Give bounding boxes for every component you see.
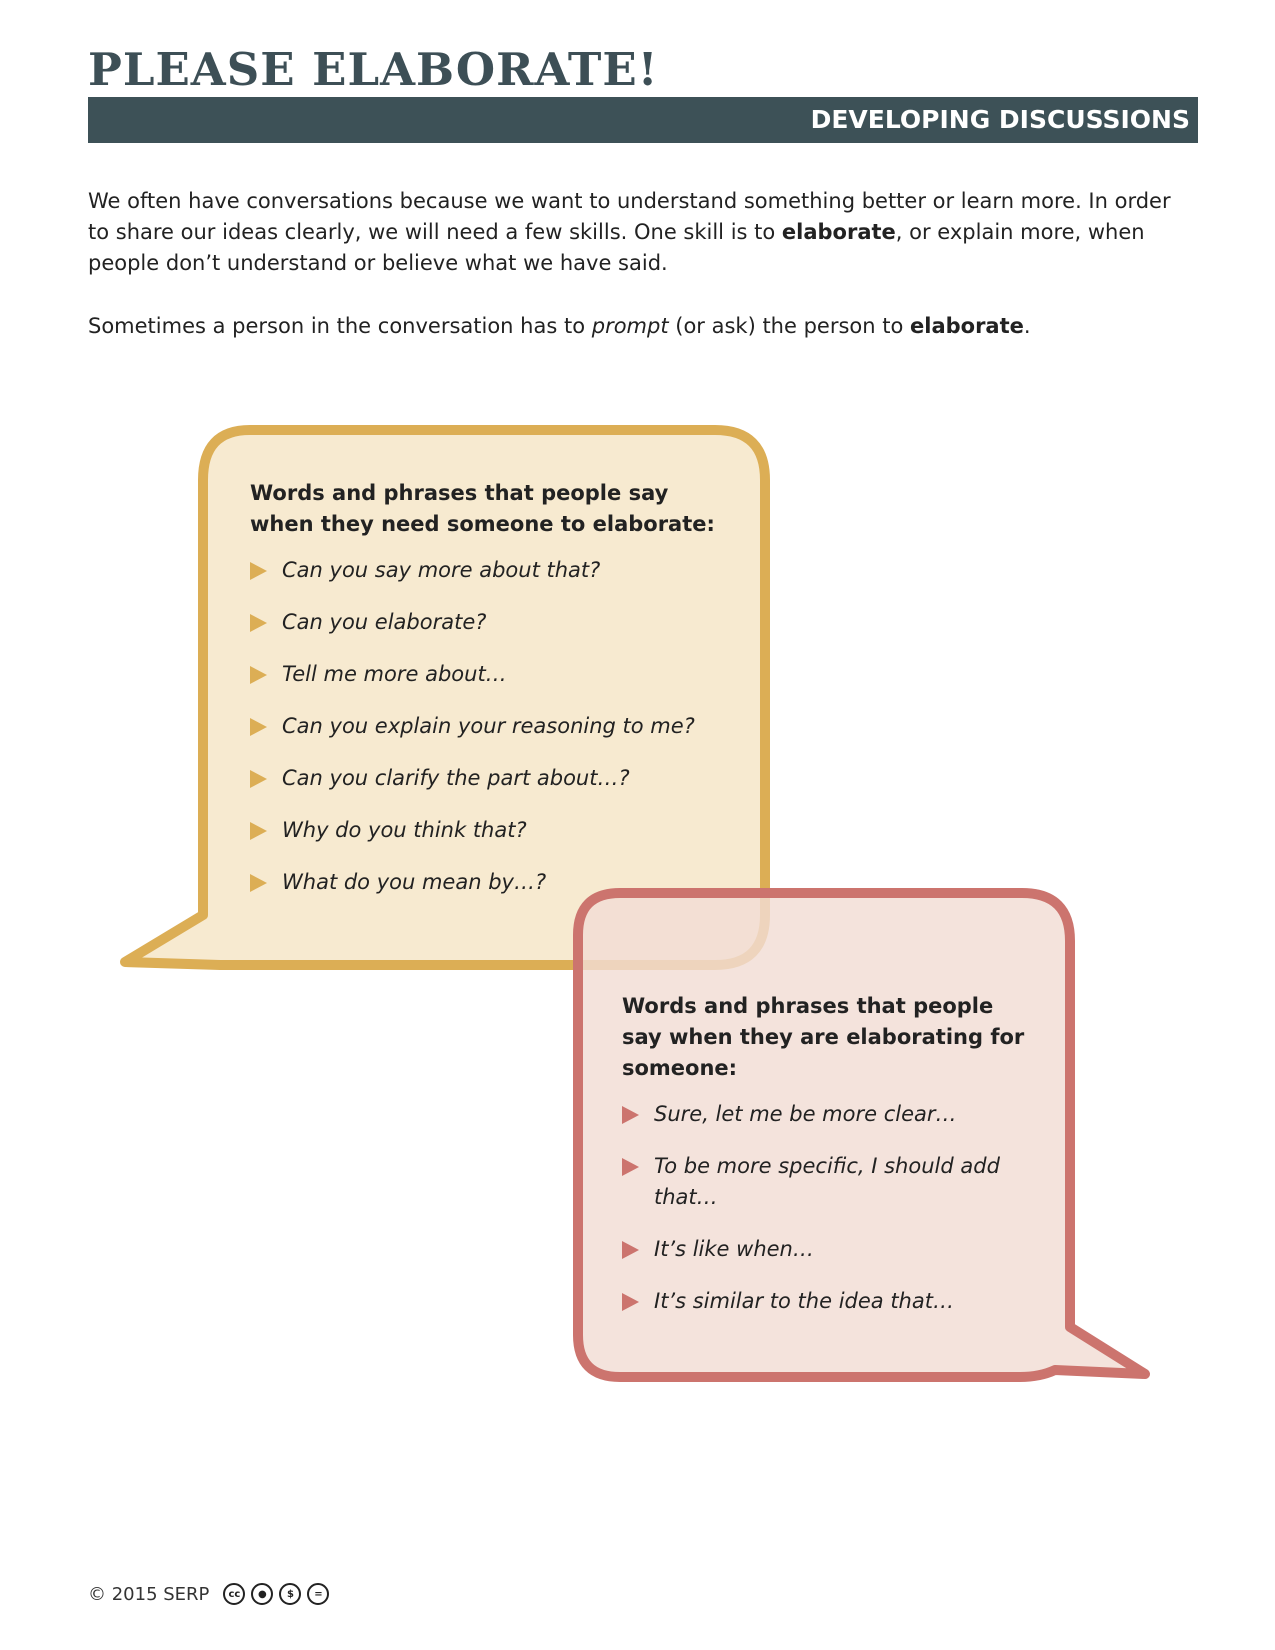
list-item	[622, 1234, 1032, 1265]
heading-line: someone:	[622, 1056, 738, 1080]
list-item	[622, 1099, 1032, 1130]
prompt-text-mid: (or ask) the person to	[668, 314, 910, 338]
noderivatives-icon: =	[307, 1583, 329, 1605]
list-item	[250, 659, 730, 690]
triangle-bullet-icon	[250, 666, 267, 684]
phrase-text: Can you explain your reasoning to me?	[282, 714, 695, 738]
triangle-bullet-icon	[250, 718, 267, 736]
triangle-bullet-icon	[622, 1106, 639, 1124]
intro-emphasis: elaborate	[781, 220, 896, 244]
page-title: PLEASE ELABORATE!	[88, 43, 659, 96]
triangle-bullet-icon	[250, 614, 267, 632]
intro-text-end: , or explain more, when people don’t understand or believe what we have said.	[88, 220, 1145, 275]
triangle-bullet-icon	[250, 874, 267, 892]
cc-icon: cc	[223, 1583, 245, 1605]
triangle-bullet-icon	[622, 1158, 639, 1176]
heading-line: when they need someone to elaborate:	[250, 512, 715, 536]
noncommercial-icon: $	[279, 1583, 301, 1605]
phrase-text: Can you say more about that?	[282, 558, 601, 582]
list-item	[250, 711, 730, 742]
triangle-bullet-icon	[622, 1241, 639, 1259]
list-item	[250, 607, 730, 638]
prompt-bubble-heading	[250, 478, 730, 540]
prompt-text-end: .	[1023, 314, 1031, 338]
triangle-bullet-icon	[622, 1293, 639, 1311]
triangle-bullet-icon	[250, 770, 267, 788]
elaborate-bubble-heading	[622, 991, 1032, 1084]
phrase-text: Why do you think that?	[282, 818, 527, 842]
list-item	[622, 1151, 1032, 1213]
elaborate-phrase-list	[622, 1099, 1032, 1317]
prompt-italic: prompt	[591, 314, 669, 338]
phrase-text: Can you clarify the part about…?	[282, 766, 630, 790]
prompt-text: Sometimes a person in the conversation has to	[88, 314, 592, 338]
list-item	[250, 763, 730, 794]
heading-line: Words and phrases that people	[622, 994, 994, 1018]
prompt-bubble-content	[250, 478, 730, 919]
intro-text: We often have conversations because we want to understand something better or learn more. In order to share our ideas clearly, we will need a few skills. One skill is to	[88, 189, 1171, 244]
list-item	[250, 555, 730, 586]
triangle-bullet-icon	[250, 562, 267, 580]
list-item	[250, 815, 730, 846]
phrase-text: It’s like when…	[654, 1237, 814, 1261]
list-item	[622, 1286, 1032, 1317]
phrase-text: To be more specific, I should add that…	[654, 1154, 1000, 1209]
copyright-text: © 2015 SERP	[88, 1583, 210, 1605]
license-badges	[223, 1583, 329, 1605]
phrase-text: Can you elaborate?	[282, 610, 487, 634]
phrase-text: It’s similar to the idea that…	[654, 1289, 954, 1313]
page-footer	[88, 1583, 329, 1605]
banner-label: DEVELOPING DISCUSSIONS	[810, 105, 1190, 134]
by-attribution-icon: ●	[251, 1583, 273, 1605]
prompt-emphasis: elaborate	[910, 314, 1024, 338]
phrase-text: What do you mean by…?	[282, 870, 547, 894]
triangle-bullet-icon	[250, 822, 267, 840]
heading-line: Words and phrases that people say	[250, 481, 669, 505]
heading-line: say when they are elaborating for	[622, 1025, 1025, 1049]
phrase-text: Sure, let me be more clear…	[654, 1102, 957, 1126]
list-item	[250, 867, 730, 898]
elaborate-bubble-content	[622, 991, 1032, 1338]
prompt-phrase-list	[250, 555, 730, 898]
phrase-text: Tell me more about…	[282, 662, 507, 686]
